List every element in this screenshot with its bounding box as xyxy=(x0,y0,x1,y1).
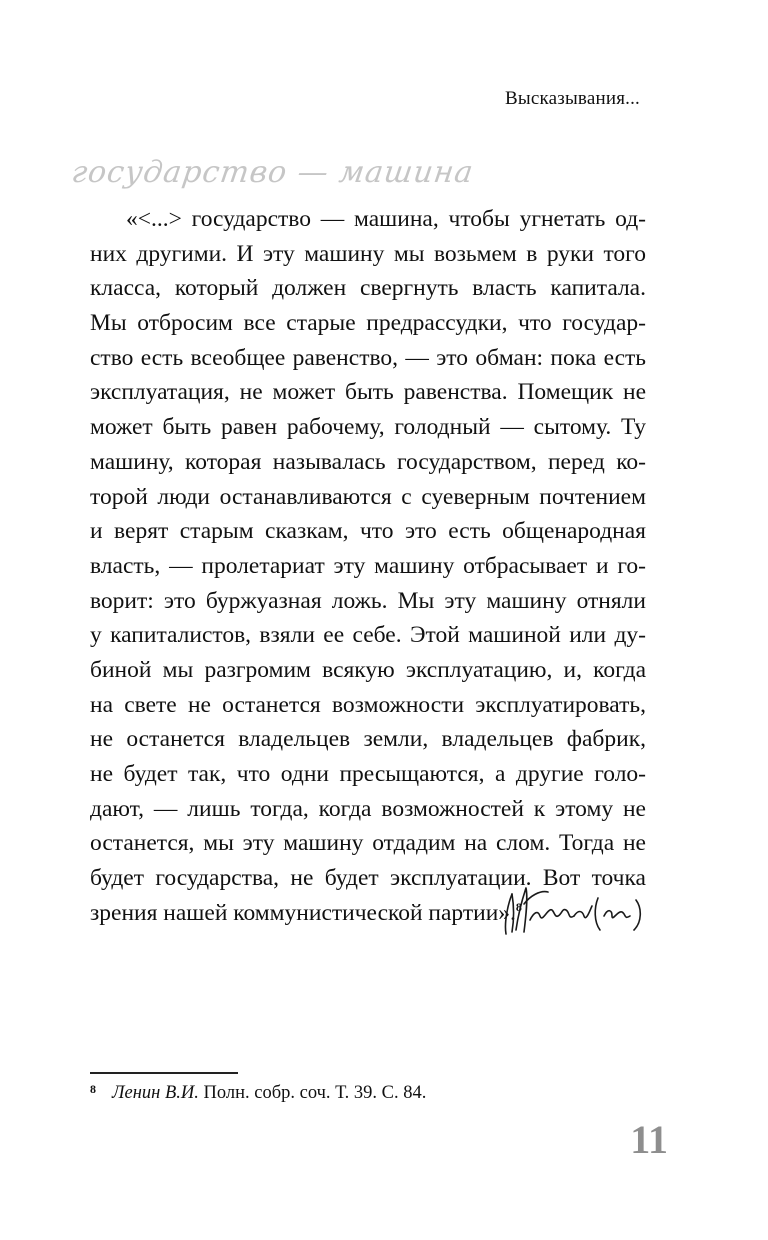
page-number: 11 xyxy=(630,1117,668,1162)
quote-line: может быть равен рабочему, голодный — сытому. Ту xyxy=(90,414,646,441)
footnote-divider xyxy=(90,1072,238,1074)
quote-line: не будет так, что одни пресыщаются, а другие голо- xyxy=(90,761,646,787)
quote-line: Мы отбросим все старые предрассудки, что государ- xyxy=(90,310,646,337)
quote-line-text: зрения нашей коммунистической партии». xyxy=(90,899,516,926)
quote-line: биной мы разгромим всякую эксплуатацию, и, когда xyxy=(90,656,646,683)
quote-line: них другими. И эту машину мы возьмем в руки того xyxy=(90,240,646,267)
footnote xyxy=(90,1082,426,1104)
quote-line: будет государства, не будет эксплуатации. Вот точка xyxy=(90,865,646,892)
quote-line: «<...> государство — машина, чтобы угнетать од- xyxy=(126,206,646,232)
handwritten-signature-icon xyxy=(500,876,650,946)
quote-body xyxy=(90,202,646,930)
running-head: Высказывания... xyxy=(505,88,640,109)
quote-line: на свете не останется возможности эксплуатировать, xyxy=(90,691,646,718)
quote-line: и верят старым сказкам, что это есть общенародная xyxy=(90,518,646,545)
quote-line: у капиталистов, взяли ее себе. Этой машиной или ду- xyxy=(90,622,646,649)
footnote-number: 8 xyxy=(90,1082,96,1096)
quote-line: эксплуатация, не может быть равенства. Помещик не xyxy=(90,379,646,406)
quote-line: дают, — лишь тогда, когда возможностей к этому не xyxy=(90,795,646,822)
footnote-citation: Полн. собр. соч. Т. 39. С. 84. xyxy=(203,1083,427,1103)
section-title: государство — машина xyxy=(69,155,476,190)
quote-line: не останется владельцев земли, владельцев фабрик, xyxy=(90,726,646,753)
footnote-reference: 8 xyxy=(515,899,522,914)
quote-line: класса, который должен свергнуть власть капитала. xyxy=(90,275,646,302)
quote-line: торой люди останавливаются с суеверным почтением xyxy=(90,483,646,510)
quote-line: останется, мы эту машину отдадим на слом. Тогда не xyxy=(90,830,646,857)
quote-line: машину, которая называлась государством, перед ко- xyxy=(90,448,646,475)
footnote-author: Ленин В.И. xyxy=(112,1083,199,1103)
quote-line: власть, — пролетариат эту машину отбрасывает и го- xyxy=(90,552,646,579)
quote-line: ство есть всеобщее равенство, — это обман: пока есть xyxy=(90,344,646,371)
quote-line: ворит: это буржуазная ложь. Мы эту машину отняли xyxy=(90,587,646,614)
